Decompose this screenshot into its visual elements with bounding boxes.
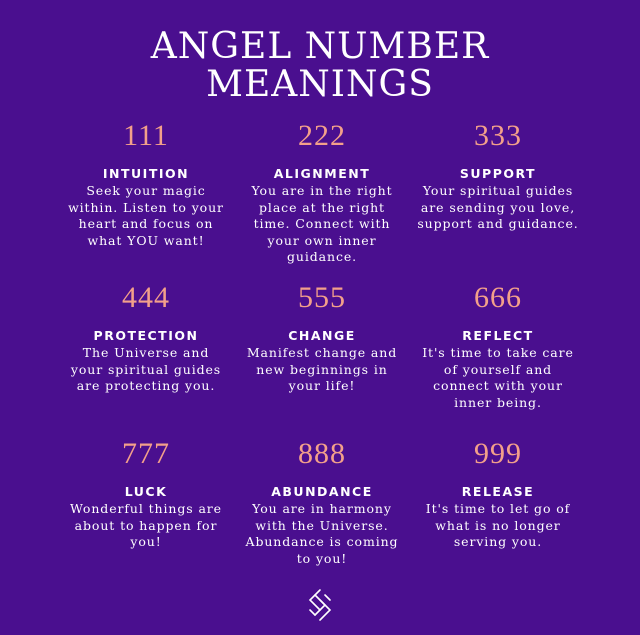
- meaning-heading: ABUNDANCE: [271, 484, 373, 499]
- card-999: [410, 436, 586, 586]
- meaning-description: Your spiritual guides are sending you love, support and guidance.: [417, 183, 579, 231]
- title-line-1: ANGEL NUMBER: [150, 26, 490, 67]
- angel-number: 555: [298, 281, 346, 314]
- meaning-description: Seek your magic within. Listen to your heart and focus on what YOU want!: [68, 183, 224, 248]
- meaning-description: Wonderful things are about to happen for you!: [70, 501, 222, 549]
- meaning-heading: PROTECTION: [93, 328, 199, 343]
- card-444: [58, 280, 234, 436]
- card-333: [410, 118, 586, 280]
- meaning-description: Manifest change and new beginnings in your life!: [246, 345, 398, 393]
- angel-number: 111: [123, 119, 169, 152]
- meaning-description: The Universe and your spiritual guides are protecting you.: [70, 345, 222, 393]
- meaning-heading: LUCK: [124, 484, 168, 499]
- meaning-description: It's time to take care of yourself and connect with your inner being.: [422, 345, 574, 410]
- angel-number: 222: [298, 119, 346, 152]
- meaning-heading: ALIGNMENT: [273, 166, 371, 181]
- meanings-grid: [58, 118, 586, 586]
- angel-number: 888: [298, 437, 346, 470]
- card-888: [234, 436, 410, 586]
- brand-logo-icon: [307, 588, 333, 622]
- angel-number: 777: [122, 437, 170, 470]
- meaning-description: It's time to let go of what is no longer serving you.: [425, 501, 571, 549]
- card-777: [58, 436, 234, 586]
- meaning-heading: REFLECT: [462, 328, 534, 343]
- card-111: [58, 118, 234, 280]
- card-222: [234, 118, 410, 280]
- meaning-heading: RELEASE: [461, 484, 535, 499]
- meaning-heading: SUPPORT: [459, 166, 537, 181]
- meaning-description: You are in the right place at the right time. Connect with your own inner guidance.: [251, 183, 393, 264]
- meaning-heading: INTUITION: [102, 166, 190, 181]
- meaning-heading: CHANGE: [288, 328, 356, 343]
- angel-number: 333: [474, 119, 522, 152]
- angel-number: 666: [474, 281, 522, 314]
- card-555: [234, 280, 410, 436]
- angel-number: 999: [474, 437, 522, 470]
- card-666: [410, 280, 586, 436]
- angel-number: 444: [122, 281, 170, 314]
- title-line-2: MEANINGS: [206, 64, 434, 105]
- meaning-description: You are in harmony with the Universe. Abundance is coming to you!: [245, 501, 399, 566]
- page-title: [0, 28, 640, 104]
